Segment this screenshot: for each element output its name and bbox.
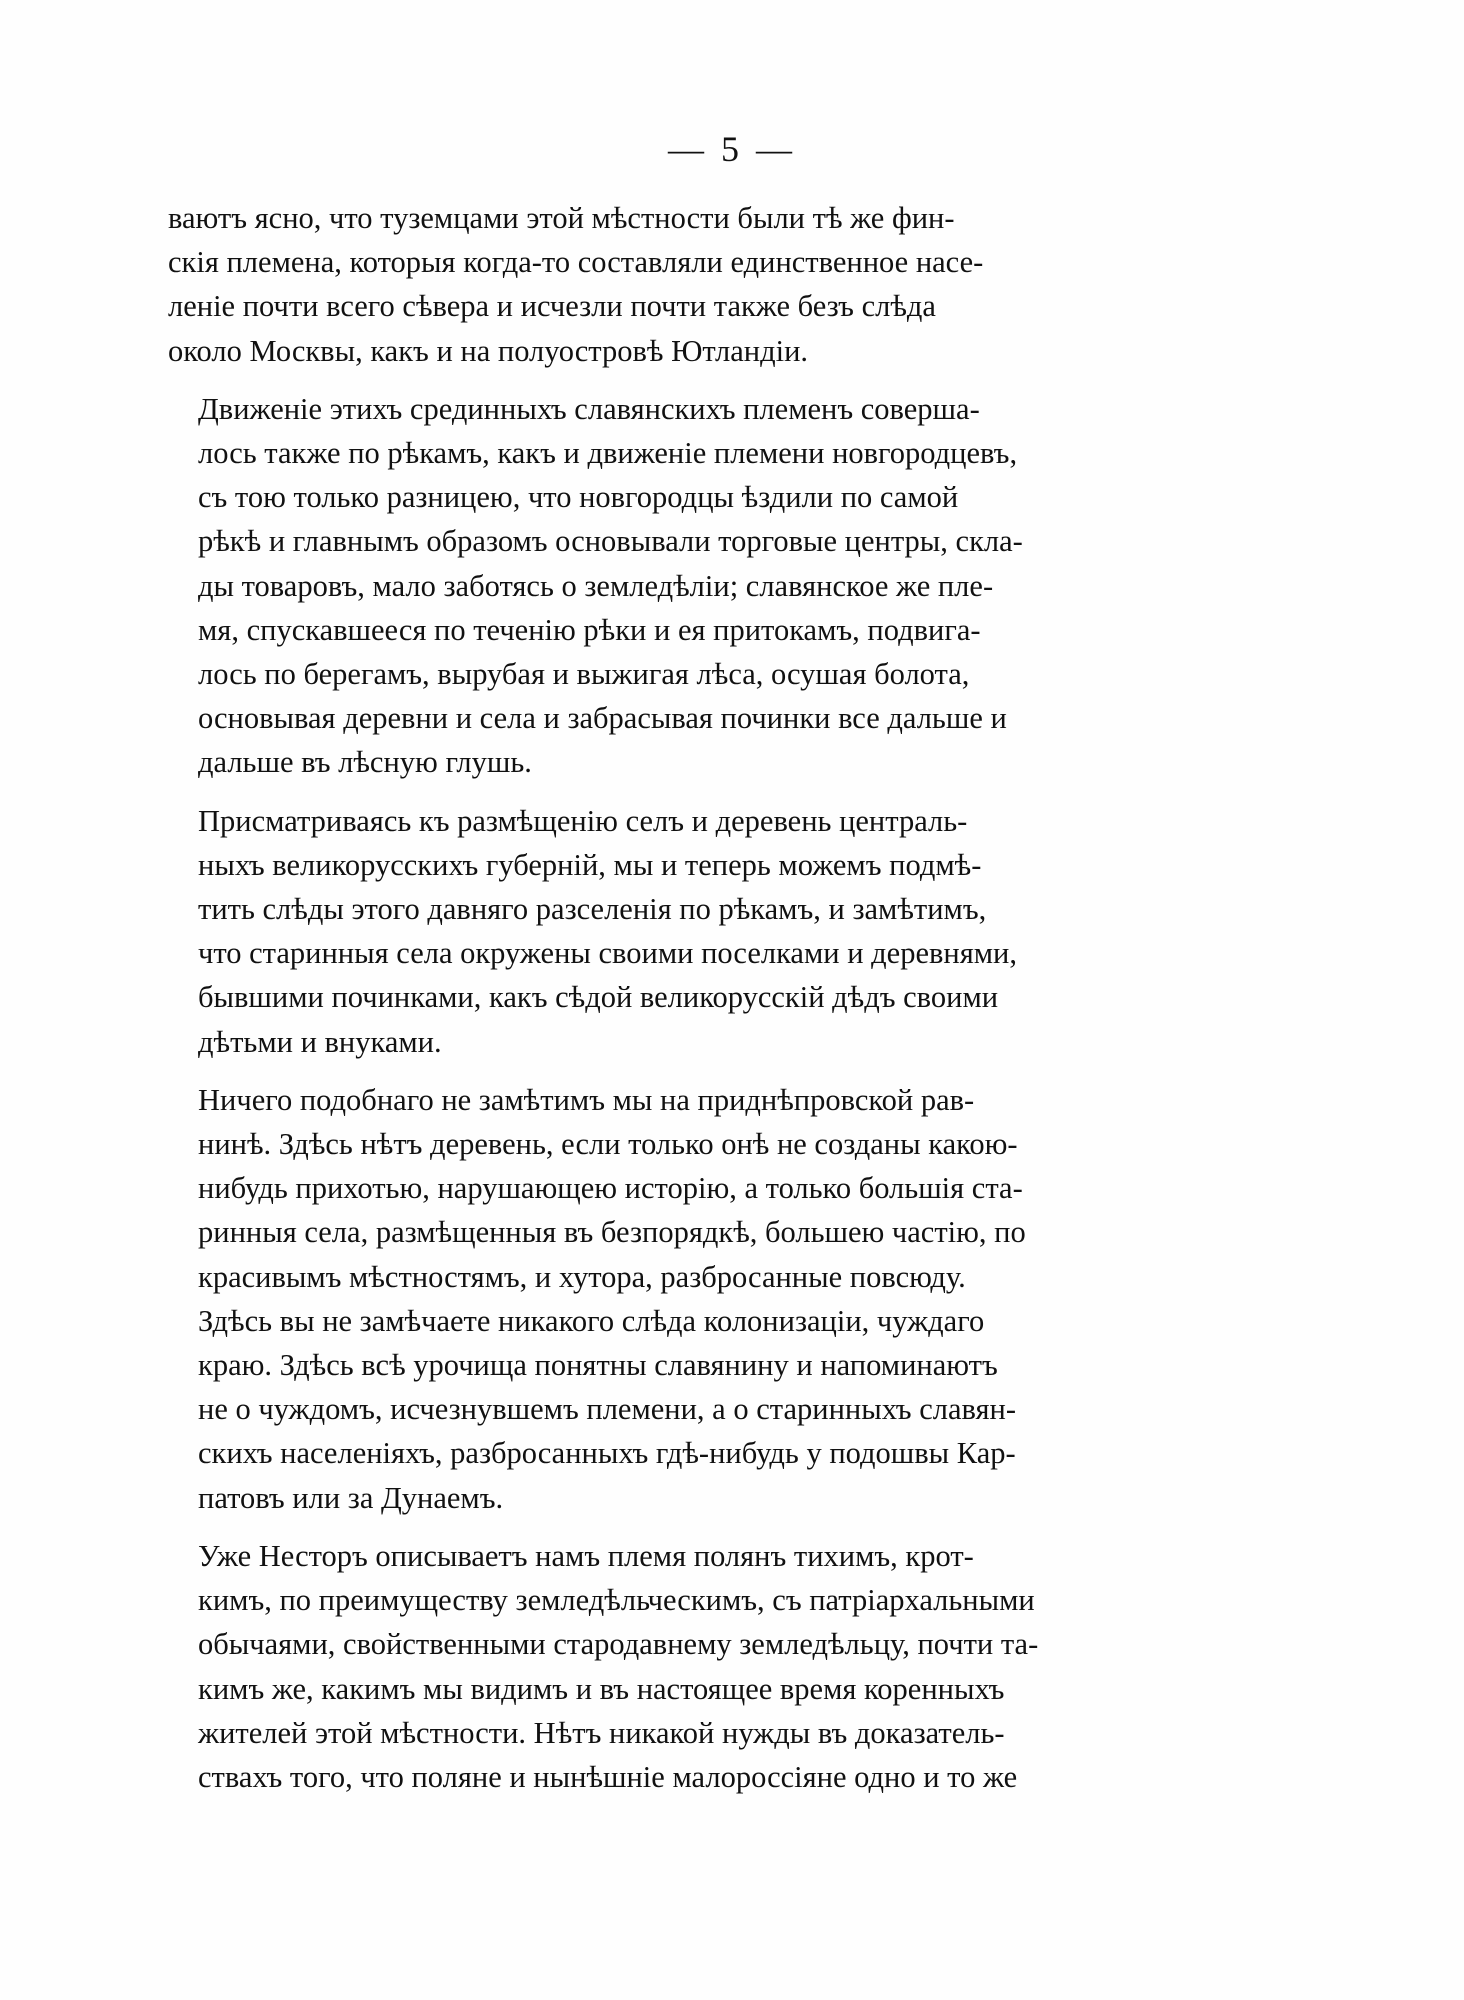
text-line: обычаями, свойственными стародавнему земледѣльцу, почти та-	[198, 1627, 1039, 1662]
text-line: Уже Несторъ описываетъ намъ племя полянъ тихимъ, крот-	[198, 1538, 974, 1573]
text-line: Здѣсь вы не замѣчаете никакого слѣда колонизаціи, чуждаго	[198, 1303, 985, 1338]
text-line: что старинныя села окружены своими поселками и деревнями,	[198, 936, 1018, 971]
text-line: около Москвы, какъ и на полуостровѣ Ютландіи.	[168, 333, 809, 368]
text-line: ды товаровъ, мало заботясь о земледѣліи; славянское же пле-	[198, 568, 994, 603]
text-line: кимъ же, какимъ мы видимъ и въ настоящее время коренныхъ	[198, 1671, 1005, 1706]
paragraph	[168, 799, 1356, 1064]
page-number: — 5 —	[668, 129, 796, 169]
text-line: лось по берегамъ, вырубая и выжигая лѣса, осушая болота,	[198, 657, 970, 692]
text-line: мя, спускавшееся по теченію рѣки и ея притокамъ, подвига-	[198, 612, 981, 647]
text-line: леніе почти всего сѣвера и исчезли почти также безъ слѣда	[168, 289, 936, 324]
text-line: ствахъ того, что поляне и нынѣшніе малороссіяне одно и то же	[198, 1759, 1018, 1794]
paragraph	[168, 1534, 1356, 1799]
text-line: кимъ, по преимуществу земледѣльческимъ, съ патріархальными	[198, 1583, 1035, 1618]
text-line: Движеніе этихъ срединныхъ славянскихъ племенъ соверша-	[198, 391, 980, 426]
text-line: скія племена, которыя когда-то составляли единственное насе-	[168, 245, 984, 280]
text-line: бывшими починками, какъ сѣдой великорусскій дѣдъ своими	[198, 980, 999, 1015]
text-line: основывая деревни и села и забрасывая починки все дальше и	[198, 701, 1007, 736]
text-line: тить слѣды этого давняго разселенія по рѣкамъ, и замѣтимъ,	[198, 892, 987, 927]
text-line: Присматриваясь къ размѣщенію селъ и деревень централь-	[198, 803, 968, 838]
text-line: краю. Здѣсь всѣ урочища понятны славянину и напоминаютъ	[198, 1348, 998, 1383]
text-line: съ тою только разницею, что новгородцы ѣздили по самой	[198, 480, 959, 515]
text-line: дѣтьми и внуками.	[198, 1024, 442, 1059]
text-line: ныхъ великорусскихъ губерній, мы и теперь можемъ подмѣ-	[198, 847, 982, 882]
text-line: красивымъ мѣстностямъ, и хутора, разбросанные повсюду.	[198, 1259, 966, 1294]
text-line: дальше въ лѣсную глушь.	[198, 745, 532, 780]
text-line: патовъ или за Дунаемъ.	[198, 1480, 504, 1515]
body-text	[168, 196, 1356, 1799]
text-line: не о чуждомъ, исчезнувшемъ племени, а о старинныхъ славян-	[198, 1392, 1016, 1427]
paragraph	[168, 1078, 1356, 1520]
paragraph	[168, 196, 1356, 373]
text-line: ринныя села, размѣщенныя въ безпорядкѣ, большею частію, по	[198, 1215, 1026, 1250]
paragraph	[168, 387, 1356, 785]
text-line: скихъ населеніяхъ, разбросанныхъ гдѣ-нибудь у подошвы Кар-	[198, 1436, 1016, 1471]
text-line: лось также по рѣкамъ, какъ и движеніе племени новгородцевъ,	[198, 436, 1018, 471]
text-line: жителей этой мѣстности. Нѣтъ никакой нужды въ доказатель-	[198, 1715, 1005, 1750]
text-line: Ничего подобнаго не замѣтимъ мы на приднѣпровской рав-	[198, 1082, 975, 1117]
text-line: ваютъ ясно, что туземцами этой мѣстности были тѣ же фин-	[168, 201, 955, 235]
text-line: нинѣ. Здѣсь нѣтъ деревень, если только онѣ не созданы какою-	[198, 1127, 1018, 1162]
text-line: рѣкѣ и главнымъ образомъ основывали торговые центры, скла-	[198, 524, 1023, 559]
text-line: нибудь прихотью, нарушающею исторію, а только большія ста-	[198, 1171, 1023, 1206]
